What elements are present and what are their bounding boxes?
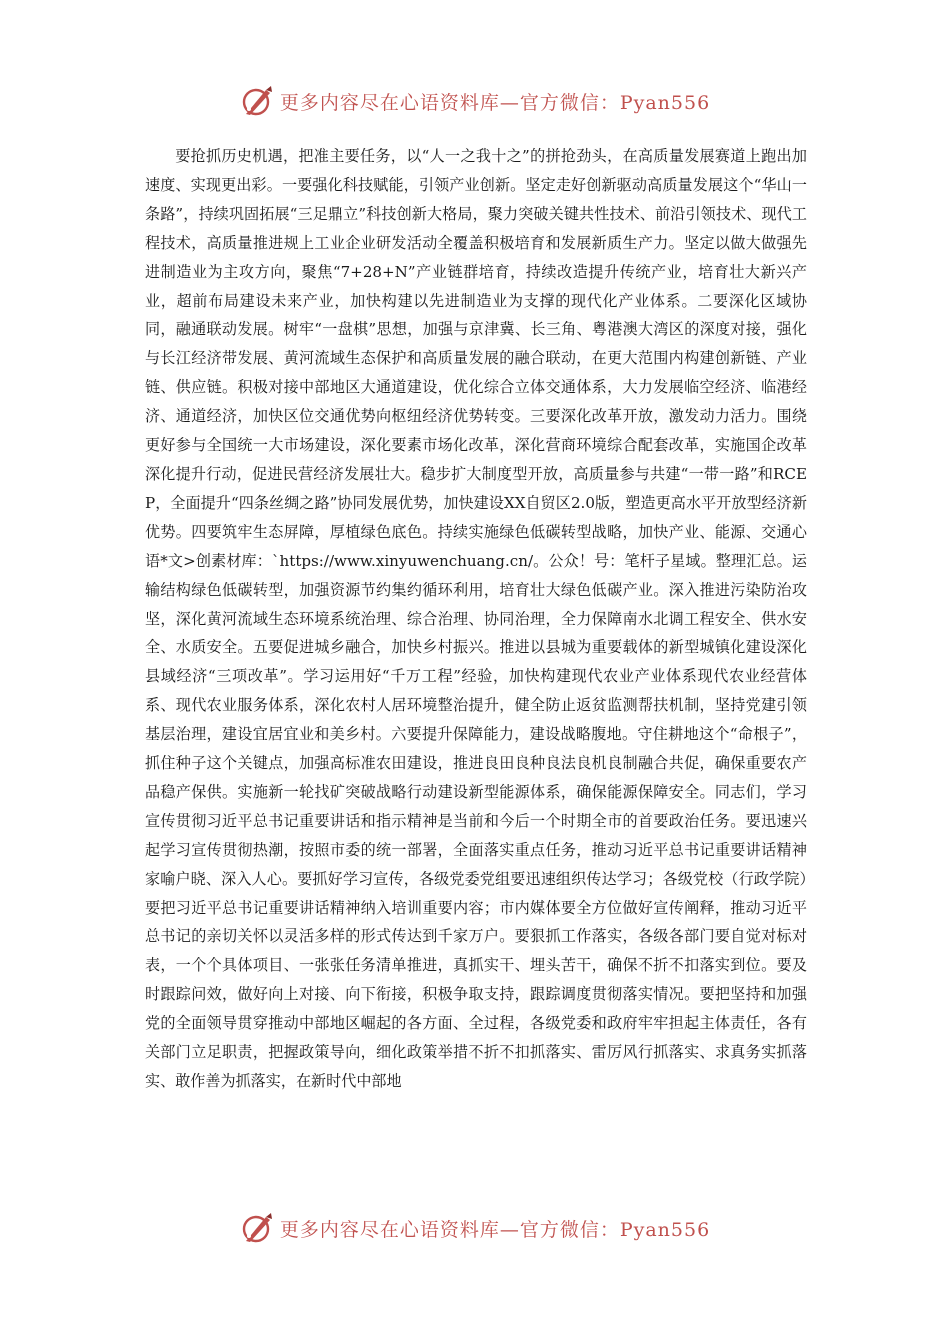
header-banner bbox=[0, 84, 950, 118]
document-body-paragraph: 要抢抓历史机遇，把准主要任务，以“人一之我十之”的拼抢劲头，在高质量发展赛道上跑出加速度、实现更出彩。一要强化科技赋能，引领产业创新。坚定走好创新驱动高质量发展这个“华山一条路”，持续巩固拓展“三足鼎立”科技创新大格局，聚力突破关键共性技术、前沿引领技术、现代工程技术，高质量推进规上工业企业研发活动全覆盖积极培育和发展新质生产力。坚定以做大做强先进制造业为主攻方向，聚焦“7+28+N”产业链群培育，持续改造提升传统产业，培育壮大新兴产业，超前布局建设未来产业，加快构建以先进制造业为支撑的现代化产业体系。二要深化区域协同，融通联动发展。树牢“一盘棋”思想，加强与京津冀、长三角、粤港澳大湾区的深度对接，强化与长江经济带发展、黄河流域生态保护和高质量发展的融合联动，在更大范围内构建创新链、产业链、供应链。积极对接中部地区大通道建设，优化综合立体交通体系，大力发展临空经济、临港经济、通道经济，加快区位交通优势向枢纽经济优势转变。三要深化改革开放，激发动力活力。围绕更好参与全国统一大市场建设，深化要素市场化改革，深化营商环境综合配套改革，实施国企改革深化提升行动，促进民营经济发展壮大。稳步扩大制度型开放，高质量参与共建“一带一路”和RCEP，全面提升“四条丝绸之路”协同发展优势，加快建设XX自贸区2.0版，塑造更高水平开放型经济新优势。四要筑牢生态屏障，厚植绿色底色。持续实施绿色低碳转型战略，加快产业、能源、交通心语*文>创素材库：`https://www.xinyuwenchuang.cn/。公众！号：笔杆子星域。整理汇总。运输结构绿色低碳转型，加强资源节约集约循环利用，培育壮大绿色低碳产业。深入推进污染防治攻坚，深化黄河流域生态环境系统治理、综合治理、协同治理，全力保障南水北调工程安全、供水安全、水质安全。五要促进城乡融合，加快乡村振兴。推进以县城为重要载体的新型城镇化建设深化县域经济“三项改革”。学习运用好“千万工程”经验，加快构建现代农业产业体系现代农业经营体系、现代农业服务体系，深化农村人居环境整治提升，健全防止返贫监测帮扶机制，坚持党建引领基层治理，建设宜居宜业和美乡村。六要提升保障能力，建设战略腹地。守住耕地这个“命根子”，抓住种子这个关键点，加强高标准农田建设，推进良田良种良法良机良制融合共促，确保重要农产品稳产保供。实施新一轮找矿突破战略行动建设新型能源体系，确保能源保障安全。同志们，学习宣传贯彻习近平总书记重要讲话和指示精神是当前和今后一个时期全市的首要政治任务。要迅速兴起学习宣传贯彻热潮，按照市委的统一部署，全面落实重点任务，推动习近平总书记重要讲话精神家喻户晓、深入人心。要抓好学习宣传，各级党委党组要迅速组织传达学习；各级党校（行政学院）要把习近平总书记重要讲话精神纳入培训重要内容；市内媒体要全方位做好宣传阐释，推动习近平总书记的亲切关怀以灵活多样的形式传达到千家万户。要狠抓工作落实，各级各部门要自觉对标对表，一个个具体项目、一张张任务清单推进，真抓实干、埋头苦干，确保不折不扣落实到位。要及时跟踪问效，做好向上对接、向下衔接，积极争取支持，跟踪调度贯彻落实情况。要把坚持和加强党的全面领导贯穿推动中部地区崛起的各方面、全过程，各级党委和政府牢牢担起主体责任，各有关部门立足职责，把握政策导向，细化政策举措不折不扣抓落实、雷厉风行抓落实、求真务实抓落实、敢作善为抓落实，在新时代中部地 bbox=[145, 147, 807, 1090]
header-banner-text: 更多内容尽在心语资料库—官方微信：Pyan556 bbox=[279, 91, 711, 114]
pen-in-circle-icon bbox=[240, 84, 274, 118]
pen-in-circle-icon bbox=[240, 1211, 274, 1245]
footer-banner bbox=[0, 1211, 950, 1245]
footer-banner-text: 更多内容尽在心语资料库—官方微信：Pyan556 bbox=[279, 1218, 711, 1241]
